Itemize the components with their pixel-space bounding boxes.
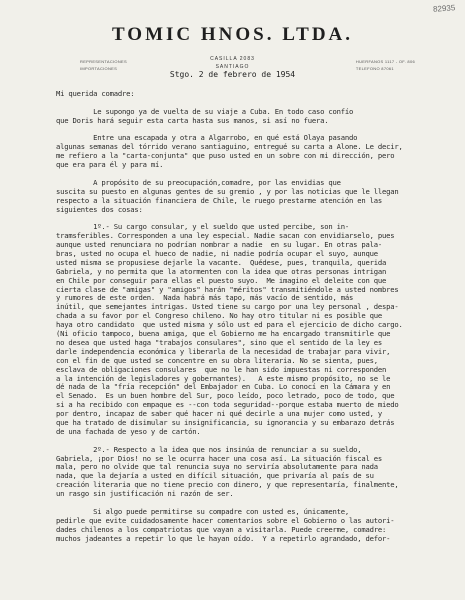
letter-line: si a ha recibido con empaque es --con toda seguridad--porque estaba muerto de miedo [56, 400, 399, 410]
letter-line: respecto a la situación financiera de Chile, le ruego prestarme atención en las [56, 195, 383, 205]
letter-line: un rasgo sin justificación ni razón de ser. [56, 489, 234, 499]
letterhead-title: TOMIC HNOS. LTDA. [111, 24, 354, 45]
letter-line: en Chile por conseguir para ellas el puesto suyo. Me imagino el deleite con que [56, 275, 387, 285]
letter-line: que era para él y para mí. [56, 160, 164, 170]
letter-line: Gabriela, y no permita que la atormenten con la idea que otras personas intrigan [56, 266, 387, 276]
letter-line: 2º.- Respecto a la idea que nos insinúa de renunciar a su sueldo, [56, 444, 362, 454]
letter-line: Le supongo ya de vuelta de su viaje a Cuba. En todo caso confío [56, 106, 354, 116]
letterhead-right-line: HUERFANOS 1117 - OF. 806 [355, 59, 415, 64]
letterhead-center-line: CASILLA 2083 [210, 56, 255, 62]
letter-line: pedirle que evite cuidadosamente hacer comentarios sobre el Gobierno o las autori- [56, 515, 395, 525]
letterhead-left-line: IMPORTACIONES [80, 66, 118, 71]
letter-line: 1º.- Su cargo consular, y el sueldo que usted percibe, son in- [56, 222, 350, 232]
letter-line: inútil, que semejantes intrigas. Usted tiene su cargo por una ley personal , despa- [56, 302, 399, 312]
letter-line: por dentro, incapaz de saber qué hacer ni qué decirle a una mujer como usted, y [56, 409, 383, 419]
letter-line: Entre una escapada y otra a Algarrobo, en qué está Olaya pasando [56, 133, 358, 143]
letter-line: que Doris hará seguir esta carta hasta sus manos, si así no fuera. [56, 115, 329, 125]
letterhead-right-line: TELEFONO 87061 [355, 66, 394, 71]
letter-line: nada, que la dejaría a usted en difícil situación, que privaría al país de su [56, 471, 374, 481]
letter-date: Stgo. 2 de febrero de 1954 [169, 70, 296, 79]
letter-body [56, 90, 436, 543]
letter-line: muchos jadeantes a repetir lo que le hayan oído. Y a repetirlo agrandado, defor- [56, 533, 391, 543]
letter-line: creación literaria que no tiene precio con dinero, y que representaría, finalmente, [56, 480, 399, 490]
letter-line: el Senado. Es un buen hombre del Sur, poco leído, poco letrado, poco de todo, que [56, 391, 395, 401]
letter-line: aunque usted renunciara no podrían nombrar a nadie en su lugar. En otras pala- [56, 240, 383, 250]
letter-line: Mi querida comadre: [56, 89, 135, 98]
letter-line: chada a su favor por el Congreso chileno. No hay otro titular ni es posible que [56, 311, 383, 321]
letter-line: darle independencia económica y liberarla de la necesidad de trabajar para vivir, [56, 346, 391, 356]
letter-line: Si algo puede permitirse su compadre con usted es, únicamente, [56, 506, 350, 516]
letter-line: y rumores de este orden. Nada habrá más tapo, más vacío de sentido, más [56, 293, 354, 303]
letter-line: dé nada de la "fría recepción" del Embajador en Cuba. Lo conocí en la Cámara y en [56, 382, 391, 392]
letter-line: a la intención de legisladores y gobernantes). A este mismo propósito, no se le [56, 373, 391, 383]
letterhead-left-line: REPRESENTACIONES [80, 59, 127, 64]
letter-line: algunas semanas del tórrido verano santiaguino, entregué su carta a Alone. Le decir, [56, 142, 403, 152]
letter-line: con el fin de que usted se concentre en su obra literaria. No se sienta, pues, [56, 355, 378, 365]
letter-line: bras, usted no ocupa el hueco de nadie, ni nadie podría ocupar el suyo, aunque [56, 249, 378, 259]
letter-line: dades chilenos a los compatriotas que vayan a visitarla. Puede creerme, comadre: [56, 524, 387, 534]
letter-line: siguientes dos cosas: [56, 204, 143, 214]
letter-line: suscita su puesto en algunas gentes de su gremio , y por las noticias que le llegan [56, 186, 399, 196]
letter-line: no desea que usted haga "trabajos consulares", sino que el sentido de la ley es [56, 337, 383, 347]
letter-line: tramsferibles. Corresponden a una ley especial. Nadie sacan con envidiarselo, pues [56, 231, 395, 241]
letter-line: de una fachada de yeso y de cartón. [56, 426, 201, 436]
letter-line: Gabriela, ¡por Dios! no se le ocurra hacer una cosa así. La situación fiscal es [56, 453, 383, 463]
letter-line: haya otro candidato que usted misma y sólo ust ed para el ejercicio de dicho cargo. [56, 320, 403, 330]
letterhead-center-line: SANTIAGO [215, 64, 250, 70]
letter-line: que ha tratado de disimular su insignificancia, su ignorancia y su embarazo detrás [56, 417, 395, 427]
letter-line: cierta clase de "amigas" y "amigos" harán "méritos" transmitiéndole a usted nombres [56, 284, 399, 294]
letter-line: (Ni oficio tampoco, buena amiga, que el Gobierno me ha encargado transmitirle que [56, 329, 391, 339]
letter-line: A propósito de su preocupación,comadre, por las envidias que [56, 177, 341, 187]
letter-line: esclava de obligaciones consulares que no le han sido impuestas ni corresponden [56, 364, 387, 374]
archive-id: 82935 [432, 3, 456, 14]
letter-line: usted misma se propusiese dejarle la vacante. Quédese, pues, tranquila, querida [56, 257, 387, 267]
letter-line: me refiero a la "carta-conjunta" que puso usted en un sobre con mi dirección, pero [56, 151, 395, 161]
letter-line: mala, pero no olvide que tal renuncia suya no serviría absolutamente para nada [56, 462, 378, 472]
